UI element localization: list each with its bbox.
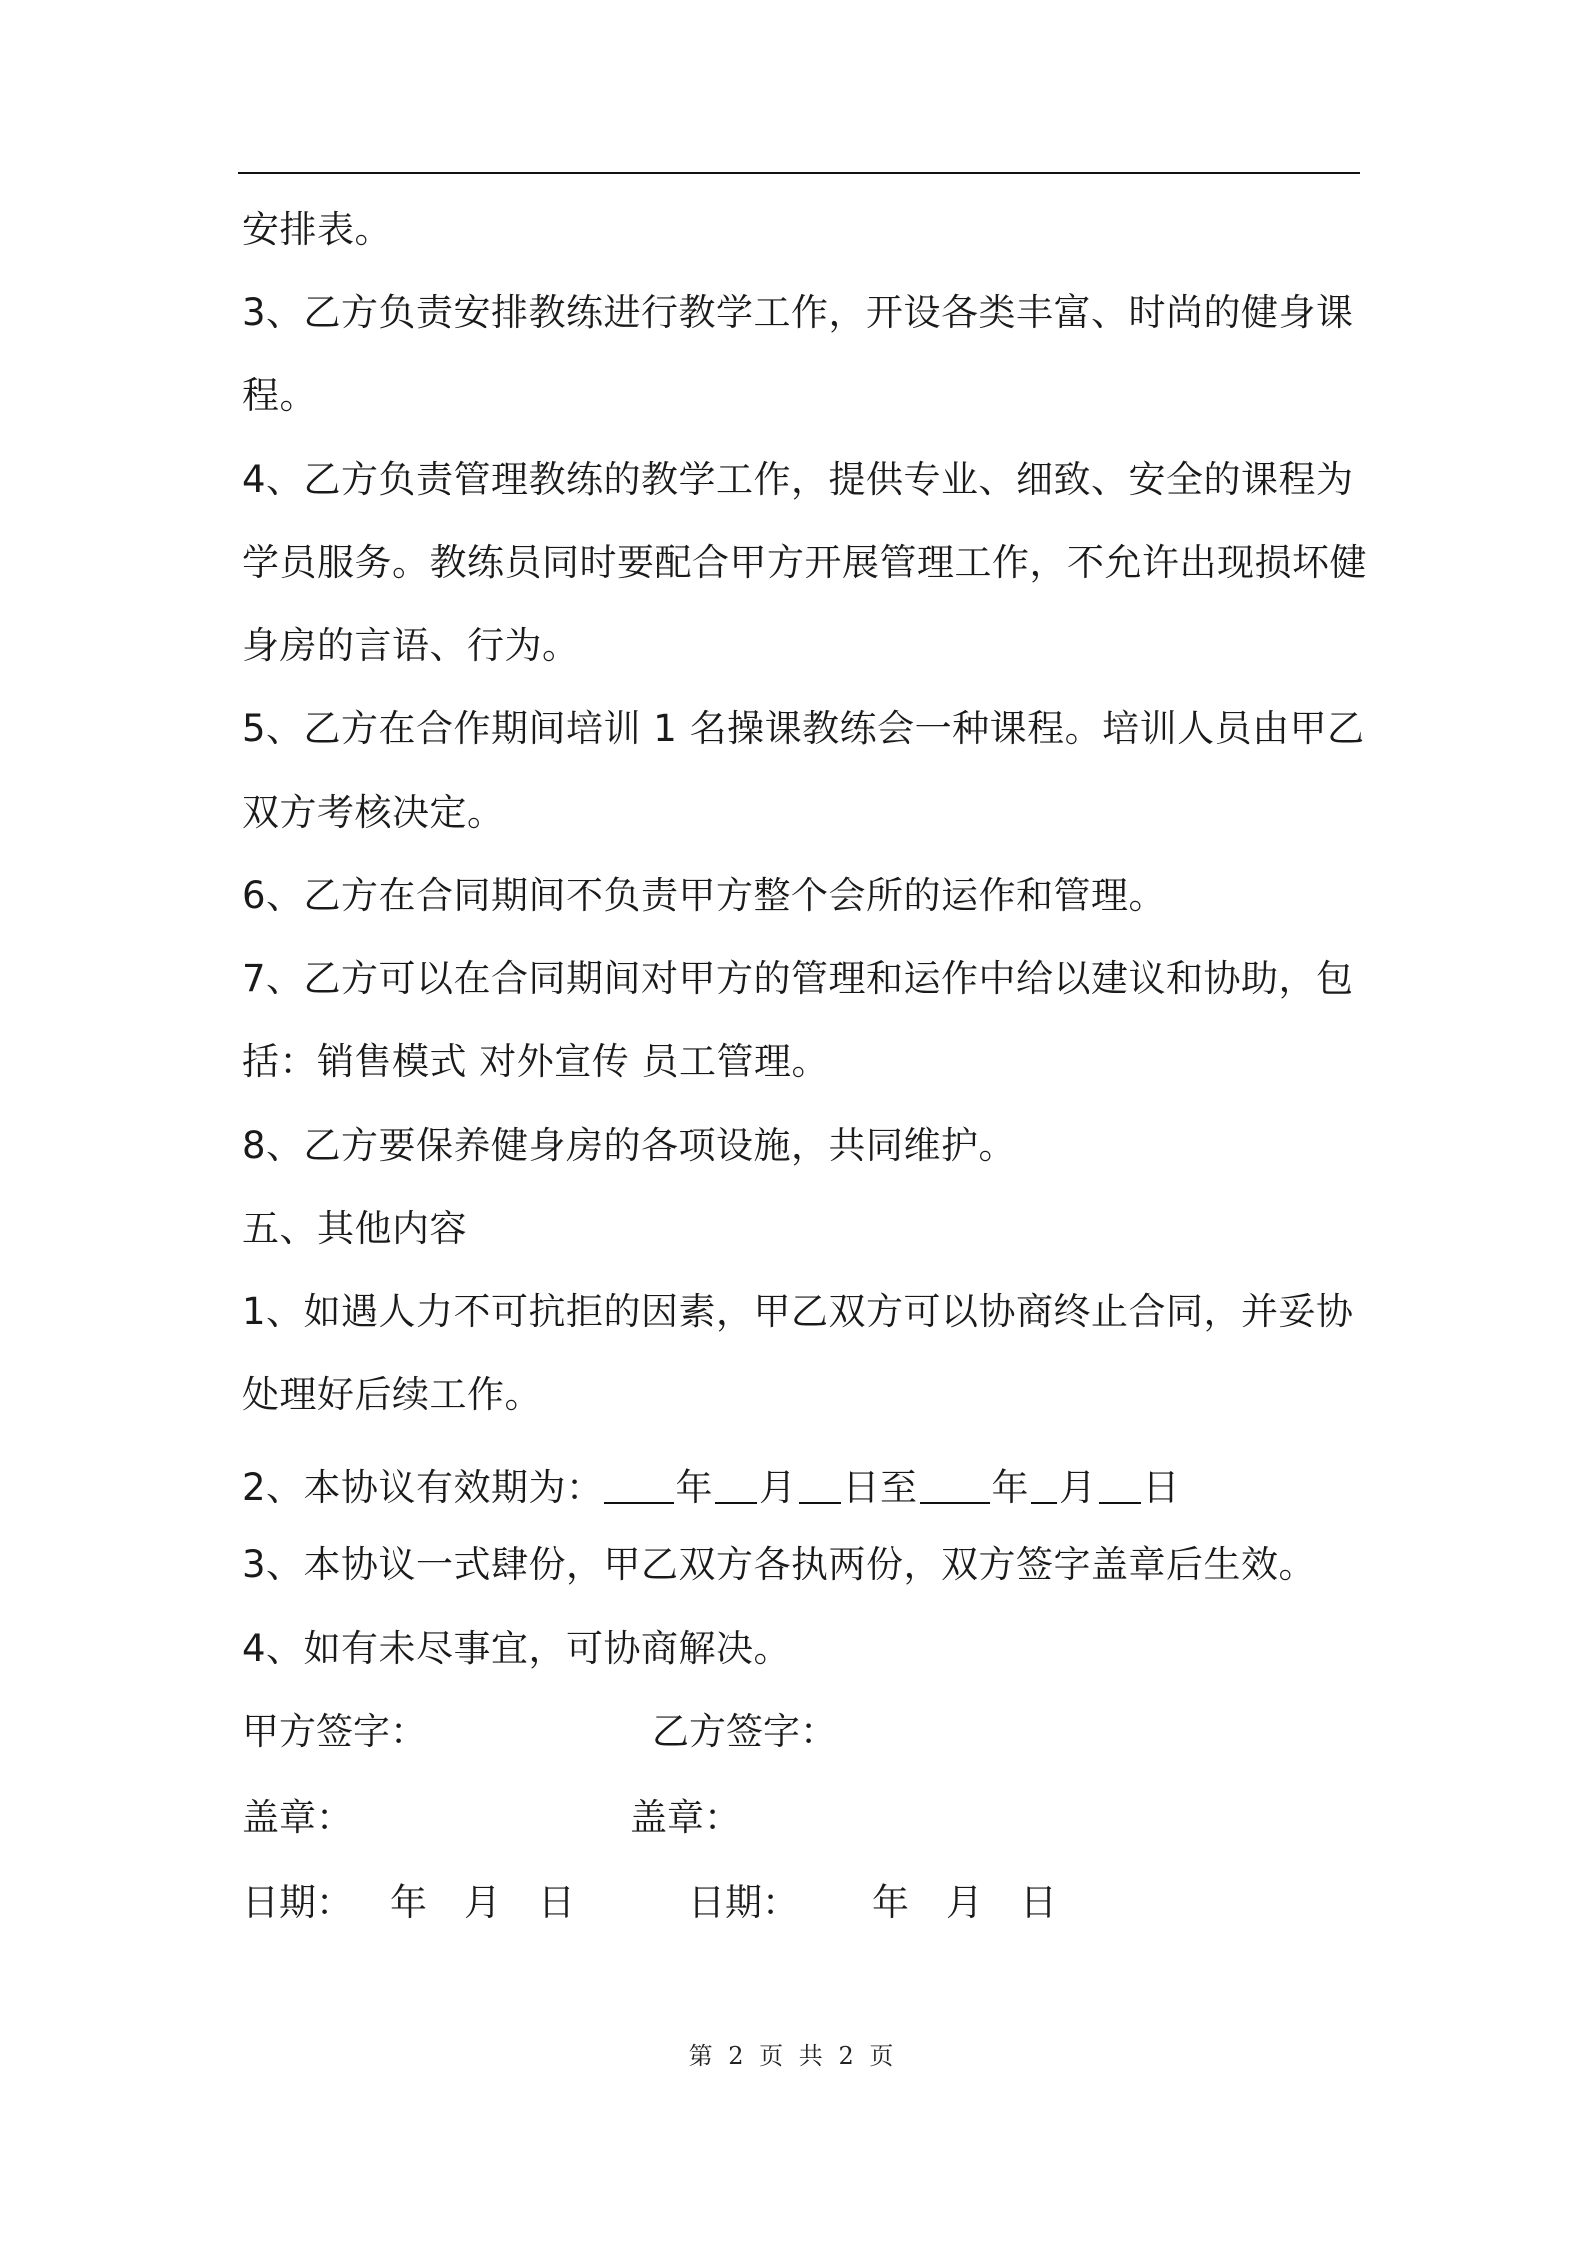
text-line-7: 5、乙方在合作期间培训 1 名操课教练会一种课程。培训人员由甲乙	[242, 707, 1365, 750]
blank-month-start[interactable]	[715, 1464, 757, 1504]
text-line-copies: 3、本协议一式肆份，甲乙双方各执两份，双方签字盖章后生效。	[242, 1543, 1317, 1586]
party-b-month-unit: 月	[946, 1881, 983, 1924]
text-line-8: 双方考核决定。	[242, 791, 505, 834]
party-b-seal-label: 盖章：	[630, 1796, 741, 1839]
section-heading-other: 五、其他内容	[242, 1207, 467, 1250]
validity-label: 2、本协议有效期为：	[242, 1466, 604, 1509]
blank-month-end[interactable]	[1031, 1464, 1057, 1504]
party-b-day-unit: 日	[1020, 1881, 1057, 1924]
party-a-signature-label: 甲方签字：	[242, 1710, 427, 1753]
text-line-4: 4、乙方负责管理教练的教学工作，提供专业、细致、安全的课程为	[242, 458, 1354, 501]
unit-year-end: 年	[991, 1466, 1030, 1509]
validity-period-line	[242, 1464, 1182, 1512]
blank-day-start[interactable]	[799, 1464, 841, 1504]
text-line-15: 处理好后续工作。	[242, 1373, 542, 1416]
party-b-date-label: 日期：	[688, 1881, 799, 1924]
text-line-5: 学员服务。教练员同时要配合甲方开展管理工作，不允许出现损坏健	[242, 541, 1367, 584]
party-b-year-unit: 年	[872, 1881, 909, 1924]
blank-year-start[interactable]	[604, 1464, 674, 1504]
text-line-10: 7、乙方可以在合同期间对甲方的管理和运作中给以建议和协助，包	[242, 957, 1354, 1000]
text-line-3: 程。	[242, 374, 317, 417]
blank-day-end[interactable]	[1099, 1464, 1141, 1504]
text-line-12: 8、乙方要保养健身房的各项设施，共同维护。	[242, 1124, 1017, 1167]
page-footer: 第 2 页 共 2 页	[688, 2042, 898, 2070]
party-a-month-unit: 月	[464, 1881, 501, 1924]
party-a-seal-label: 盖章：	[242, 1796, 353, 1839]
party-b-signature-label: 乙方签字：	[652, 1710, 837, 1753]
seal-row	[242, 1794, 1342, 1842]
header-rule	[238, 172, 1360, 174]
party-a-year-unit: 年	[390, 1881, 427, 1924]
text-line-2: 3、乙方负责安排教练进行教学工作，开设各类丰富、时尚的健身课	[242, 291, 1354, 334]
unit-day-end: 日	[1142, 1466, 1181, 1509]
unit-year-start: 年	[675, 1466, 714, 1509]
text-line-6: 身房的言语、行为。	[242, 624, 580, 667]
blank-year-end[interactable]	[920, 1464, 990, 1504]
party-a-date-label: 日期：	[242, 1881, 353, 1924]
party-a-day-unit: 日	[538, 1881, 575, 1924]
unit-day-to: 日至	[842, 1466, 918, 1509]
text-line-11: 括：销售模式 对外宣传 员工管理。	[242, 1040, 830, 1083]
text-line-9: 6、乙方在合同期间不负责甲方整个会所的运作和管理。	[242, 874, 1167, 917]
unit-month-start: 月	[759, 1466, 797, 1509]
text-line-14: 1、如遇人力不可抗拒的因素，甲乙双方可以协商终止合同，并妥协	[242, 1290, 1354, 1333]
text-line-unresolved: 4、如有未尽事宜，可协商解决。	[242, 1627, 792, 1670]
text-line-1: 安排表。	[242, 208, 392, 251]
unit-month-end: 月	[1059, 1466, 1097, 1509]
date-row	[242, 1879, 1342, 1927]
signature-row	[242, 1708, 1342, 1756]
